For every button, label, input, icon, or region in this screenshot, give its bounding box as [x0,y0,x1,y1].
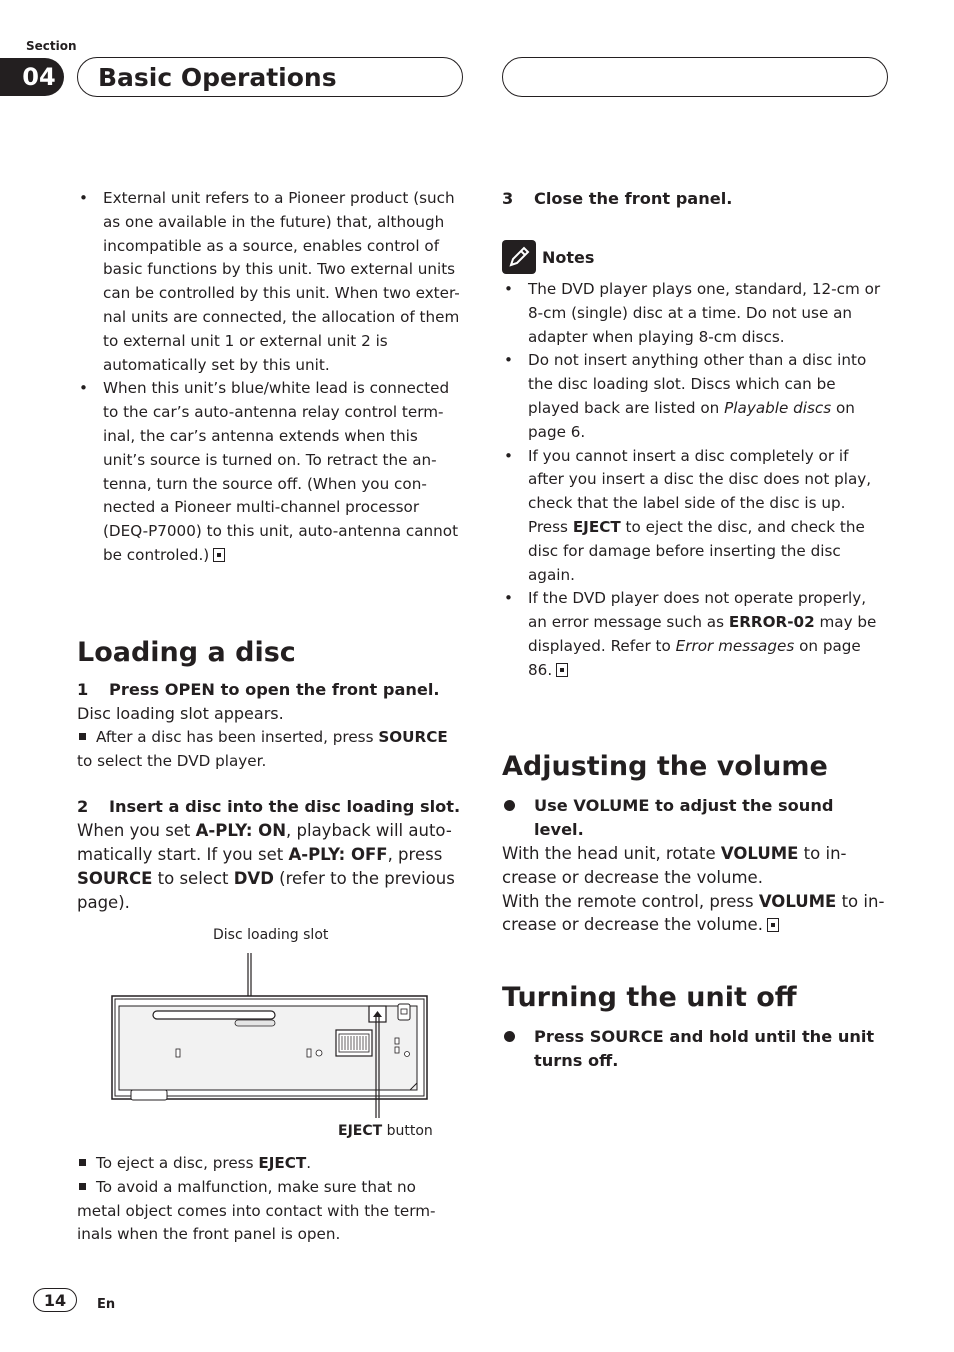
intro-bullet-antenna [77,377,463,567]
header-empty-box [502,57,888,97]
volume-desc-remote: With the remote control, press VOLUME to in- crease or decrease the volume. [502,891,885,935]
step-number: 2 [77,797,89,817]
intro-bullets [77,187,463,568]
loading-notes [77,1152,463,1247]
off-heading: Turning the unit off [502,982,797,1013]
step-text: Insert a disc into the disc loading slot. [109,797,461,817]
page-title: Basic Operations [77,57,463,97]
step-number: 3 [502,189,514,208]
end-mark-icon [556,663,568,677]
note-item: • If you cannot insert a disc completely or if after you insert a disc the disc does not play, check that the label side of the disc is up. Press EJECT to eject the disc, and check the disc for damage before inserting the disc again. [502,445,888,588]
page-number: 14 [33,1288,77,1312]
note-eject: To eject a disc, press EJECT. [77,1152,463,1176]
note-item: • Do not insert anything other than a disc into the disc loading slot. Discs which can be played back are listed on Playable discs on page 6. [502,349,888,444]
intro-bullet-text: When this unit’s blue/white lead is connected to the car’s auto-antenna relay control term- inal, the car’s antenna extends when this unit’s source is turned on. To retract the an- tenna, turn the source off. (When you con- nected a Pioneer multi-channel processor (DEQ-P7000) to this unit, auto-antenna cannot be controled.) [103,379,459,564]
loading-step-1-desc: Disc loading slot appears. [77,704,284,723]
loading-step-1 [77,678,463,702]
note-item: • The DVD player plays one, standard, 12-cm or 8-cm (single) disc at a time. Do not use an adapter when playing 8-cm discs. [502,278,888,349]
loading-step-2 [77,795,463,819]
volume-step: Use VOLUME to adjust the sound level. [502,794,888,842]
loading-step-3 [502,187,888,211]
notes-section [502,240,888,683]
loading-step-2-desc: When you set A-PLY: ON, playback will auto- matically start. If you set A-PLY: OFF, press SOURCE to select DVD (refer to the previous page). [77,821,455,912]
volume-section [502,750,888,937]
notes-heading: Notes [542,247,595,267]
loading-heading: Loading a disc [77,637,296,668]
square-bullet-icon [79,1183,86,1190]
section-number-badge: 04 [0,58,64,96]
close-step-section [502,187,888,211]
notes-header [502,240,888,274]
note-metal: To avoid a malfunction, make sure that no metal object comes into contact with the term- inals when the front panel is open. [77,1177,436,1244]
square-bullet-icon [79,1159,86,1166]
loading-step-1-note: After a disc has been inserted, press SOURCE to select the DVD player. [77,727,448,770]
intro-bullet-text: External unit refers to a Pioneer product (such as one available in the future) that, although incompatible as a source, enables control of basic functions by this unit. Two external units can be controlled by this unit. When two exter- nal units are connected, the allocation of them to external unit 1 or external unit 2 is automatically set by this unit. [103,189,460,374]
step-text: Press OPEN to open the front panel. [109,680,440,699]
end-mark-icon [213,548,225,562]
pencil-icon [502,240,536,274]
volume-desc-head-unit: With the head unit, rotate VOLUME to in- crease or decrease the volume. [502,844,847,887]
off-section [502,981,888,1073]
step-text: Close the front panel. [534,189,733,208]
figure-label-slot: Disc loading slot [213,927,329,943]
section-label: Section [26,39,77,53]
volume-heading: Adjusting the volume [502,751,828,782]
step-number: 1 [77,680,89,699]
intro-bullet-external-unit [77,187,463,377]
disc-player-illustration [105,950,445,1125]
note-item: • If the DVD player does not operate properly, an error message such as ERROR-02 may be displayed. Refer to Error messages on page 86. [502,587,888,682]
loading-section [77,636,463,915]
square-bullet-icon [79,733,86,740]
end-mark-icon [767,918,779,932]
off-step: Press SOURCE and hold until the unit turns off. [502,1025,888,1073]
figure-label-eject: EJECT button [338,1123,433,1139]
page-language: En [97,1297,116,1312]
